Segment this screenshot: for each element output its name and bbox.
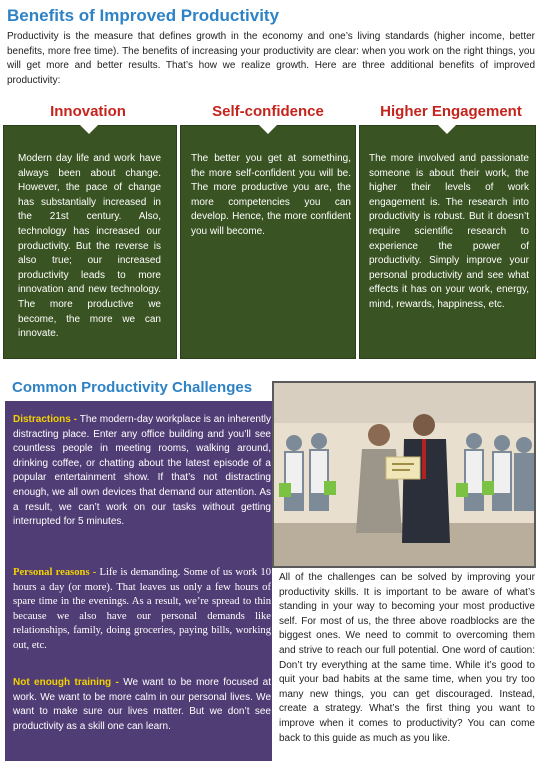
benefits-title: Benefits of Improved Productivity <box>7 6 280 25</box>
challenge-distractions-label: Distractions <box>13 414 71 425</box>
innovation-heading: Innovation <box>50 103 126 120</box>
self-confidence-notch <box>259 125 277 134</box>
challenge-not-enough-training: Not enough training - We want to be more focused at work. We want to be more calm in our personal lives. We want to make sure our lives matter. But we don’t see productivity as a skill one can learn. <box>13 677 271 732</box>
challenge-training-text: We want to be more focused at work. We want to be more calm in our personal lives. We want to make sure our lives matter. But we don’t see productivity as a skill one can learn. <box>13 677 271 732</box>
challenge-distractions: Distractions - The modern-day workplace is an inherently distracting place. Enter any office building and you’ll see countless people in meeting rooms, walking around, drinking coffee, or chatting about the latest episode of a popular entertainment show. If that’s not distracting enough, we all own devices that demand our attention. As a result, we can’t work on our tasks without getting interrupted for 5 minutes. <box>13 414 271 528</box>
challenge-personal-label: Personal reasons <box>13 567 90 578</box>
higher-engagement-notch <box>438 125 456 134</box>
innovation-text: Modern day life and work have always been about change. However, the pace of change has substantially increased in the 21st century. Also, technology has increased our productivity. But the reverse is also true; our increased productivity leads to more innovation and new technology. The more productive we become, the more we can innovate. <box>18 153 161 340</box>
award-ceremony-photo <box>272 381 536 568</box>
higher-engagement-heading: Higher Engagement <box>380 103 522 120</box>
challenge-training-label: Not enough training <box>13 677 112 688</box>
challenges-conclusion: All of the challenges can be solved by improving your productivity skills. It is important to be aware of what’s standing in your way to becoming your most productive self. For most of us, the three above roadblocks are the biggest ones. We need to commit to overcoming them and strive to reach our full potential. One word of caution: Don’t try everything at the same time. While it’s good to quit your bad habits at the same time, when you try too many new things, you can get discouraged. Instead, create a strategy. What’s the first thing you want to improve when it comes to productivity? You can come back to this guide as much as you like. <box>279 572 535 744</box>
self-confidence-heading: Self-confidence <box>212 103 324 120</box>
challenge-distractions-text: The modern-day workplace is an inherently distracting place. Enter any office building and you’ll see countless people in meeting rooms, walking around, drinking coffee, or chatting about the latest episode of a popular entertainment show. If that’s not distracting enough, we all own devices that demand our attention. As a result, we can’t work on our tasks without getting interrupted for 5 minutes. <box>13 414 271 528</box>
challenge-personal-text: Life is demanding. Some of us work 10 hours a day (or more). That leaves us only a few hours of spare time in the evenings. As a result, we’re spread to thin because we also have our personal demands like relationships, family, doing groceries, paying bills, working out, etc. <box>13 567 271 651</box>
challenge-personal-reasons: Personal reasons - Life is demanding. Some of us work 10 hours a day (or more). That leaves us only a few hours of spare time in the evenings. As a result, we’re spread to thin because we also have our personal demands like relationships, family, doing groceries, paying bills, working out, etc. <box>13 567 271 651</box>
innovation-notch <box>80 125 98 134</box>
self-confidence-text: The better you get at something, the more self-confident you will be. The more productive you are, the more competencies you can develop. Hence, the more confident you will become. <box>191 153 351 237</box>
benefits-intro: Productivity is the measure that defines growth in the economy and one’s living standards (higher income, better benefits, more free time). The benefits of increasing your productivity are clear: when you work on the right things, you will get more and better results. That’s how we realize growth. Here are three additional benefits of improved productivity: <box>7 31 535 86</box>
higher-engagement-text: The more involved and passionate someone is about their work, the higher their levels of work engagement is. The research into productivity is robust. But it doesn’t require scientific research to experience the power of productivity. Simply improve your personal productivity and see what effects it has on your work, energy, mind, rewards, happiness, etc. <box>369 153 529 310</box>
photo-illustration <box>274 383 534 566</box>
challenges-title: Common Productivity Challenges <box>12 379 253 396</box>
